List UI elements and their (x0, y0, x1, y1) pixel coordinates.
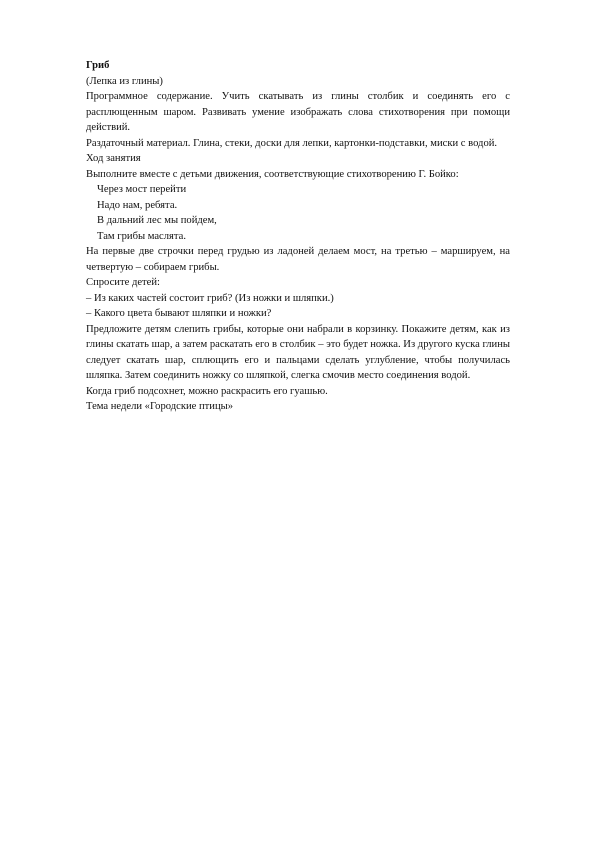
question-line: – Из каких частей состоит гриб? (Из ножки и шляпки.) (86, 292, 334, 304)
question-line: – Какого цвета бывают шляпки и ножки? (86, 308, 272, 319)
poem-line: В дальний лес мы пойдем, (97, 215, 217, 226)
painting-paragraph: Когда гриб подсохнет, можно раскрасить его гуашью. (86, 385, 328, 397)
movements-paragraph: На первые две строчки перед грудью из ладоней делаем мост, на третью – маршируем, на четвертую – собираем грибы. (86, 246, 510, 273)
program-content-paragraph: Программное содержание. Учить скатывать из глины столбик и соединять его с расплющенным шаром. Развивать умение изображать слова стихотворения при помощи действий. (86, 91, 510, 133)
materials-paragraph: Раздаточный материал. Глина, стеки, доски для лепки, картонки-подставки, миски с водой. (86, 137, 498, 149)
poem-line: Надо нам, ребята. (97, 199, 178, 211)
week-theme-line: Тема недели «Городские птицы» (86, 401, 234, 412)
document-title: Гриб (86, 60, 110, 71)
poem (86, 182, 510, 244)
document-body (86, 58, 510, 415)
poem-line: Через мост перейти (97, 184, 187, 195)
lesson-heading: Ход занятия (86, 153, 141, 164)
instructions-paragraph: Предложите детям слепить грибы, которые они набрали в корзинку. Покажите детям, как из глины скатать шар, а затем раскатать его в столбик – это будет ножка. Из другого куска глины следует скатать шар, сплющить его и пальцами сделать углубление, чтобы получилась шляпка. Затем соединить ножку со шляпкой, слегка смочив место соединения водой. (86, 323, 510, 381)
intro-paragraph: Выполните вместе с детьми движения, соответствующие стихотворению Г. Бойко: (86, 168, 459, 180)
poem-line: Там грибы маслята. (97, 230, 187, 242)
document-subtitle: (Лепка из глины) (86, 75, 163, 87)
ask-children-line: Спросите детей: (86, 277, 160, 288)
